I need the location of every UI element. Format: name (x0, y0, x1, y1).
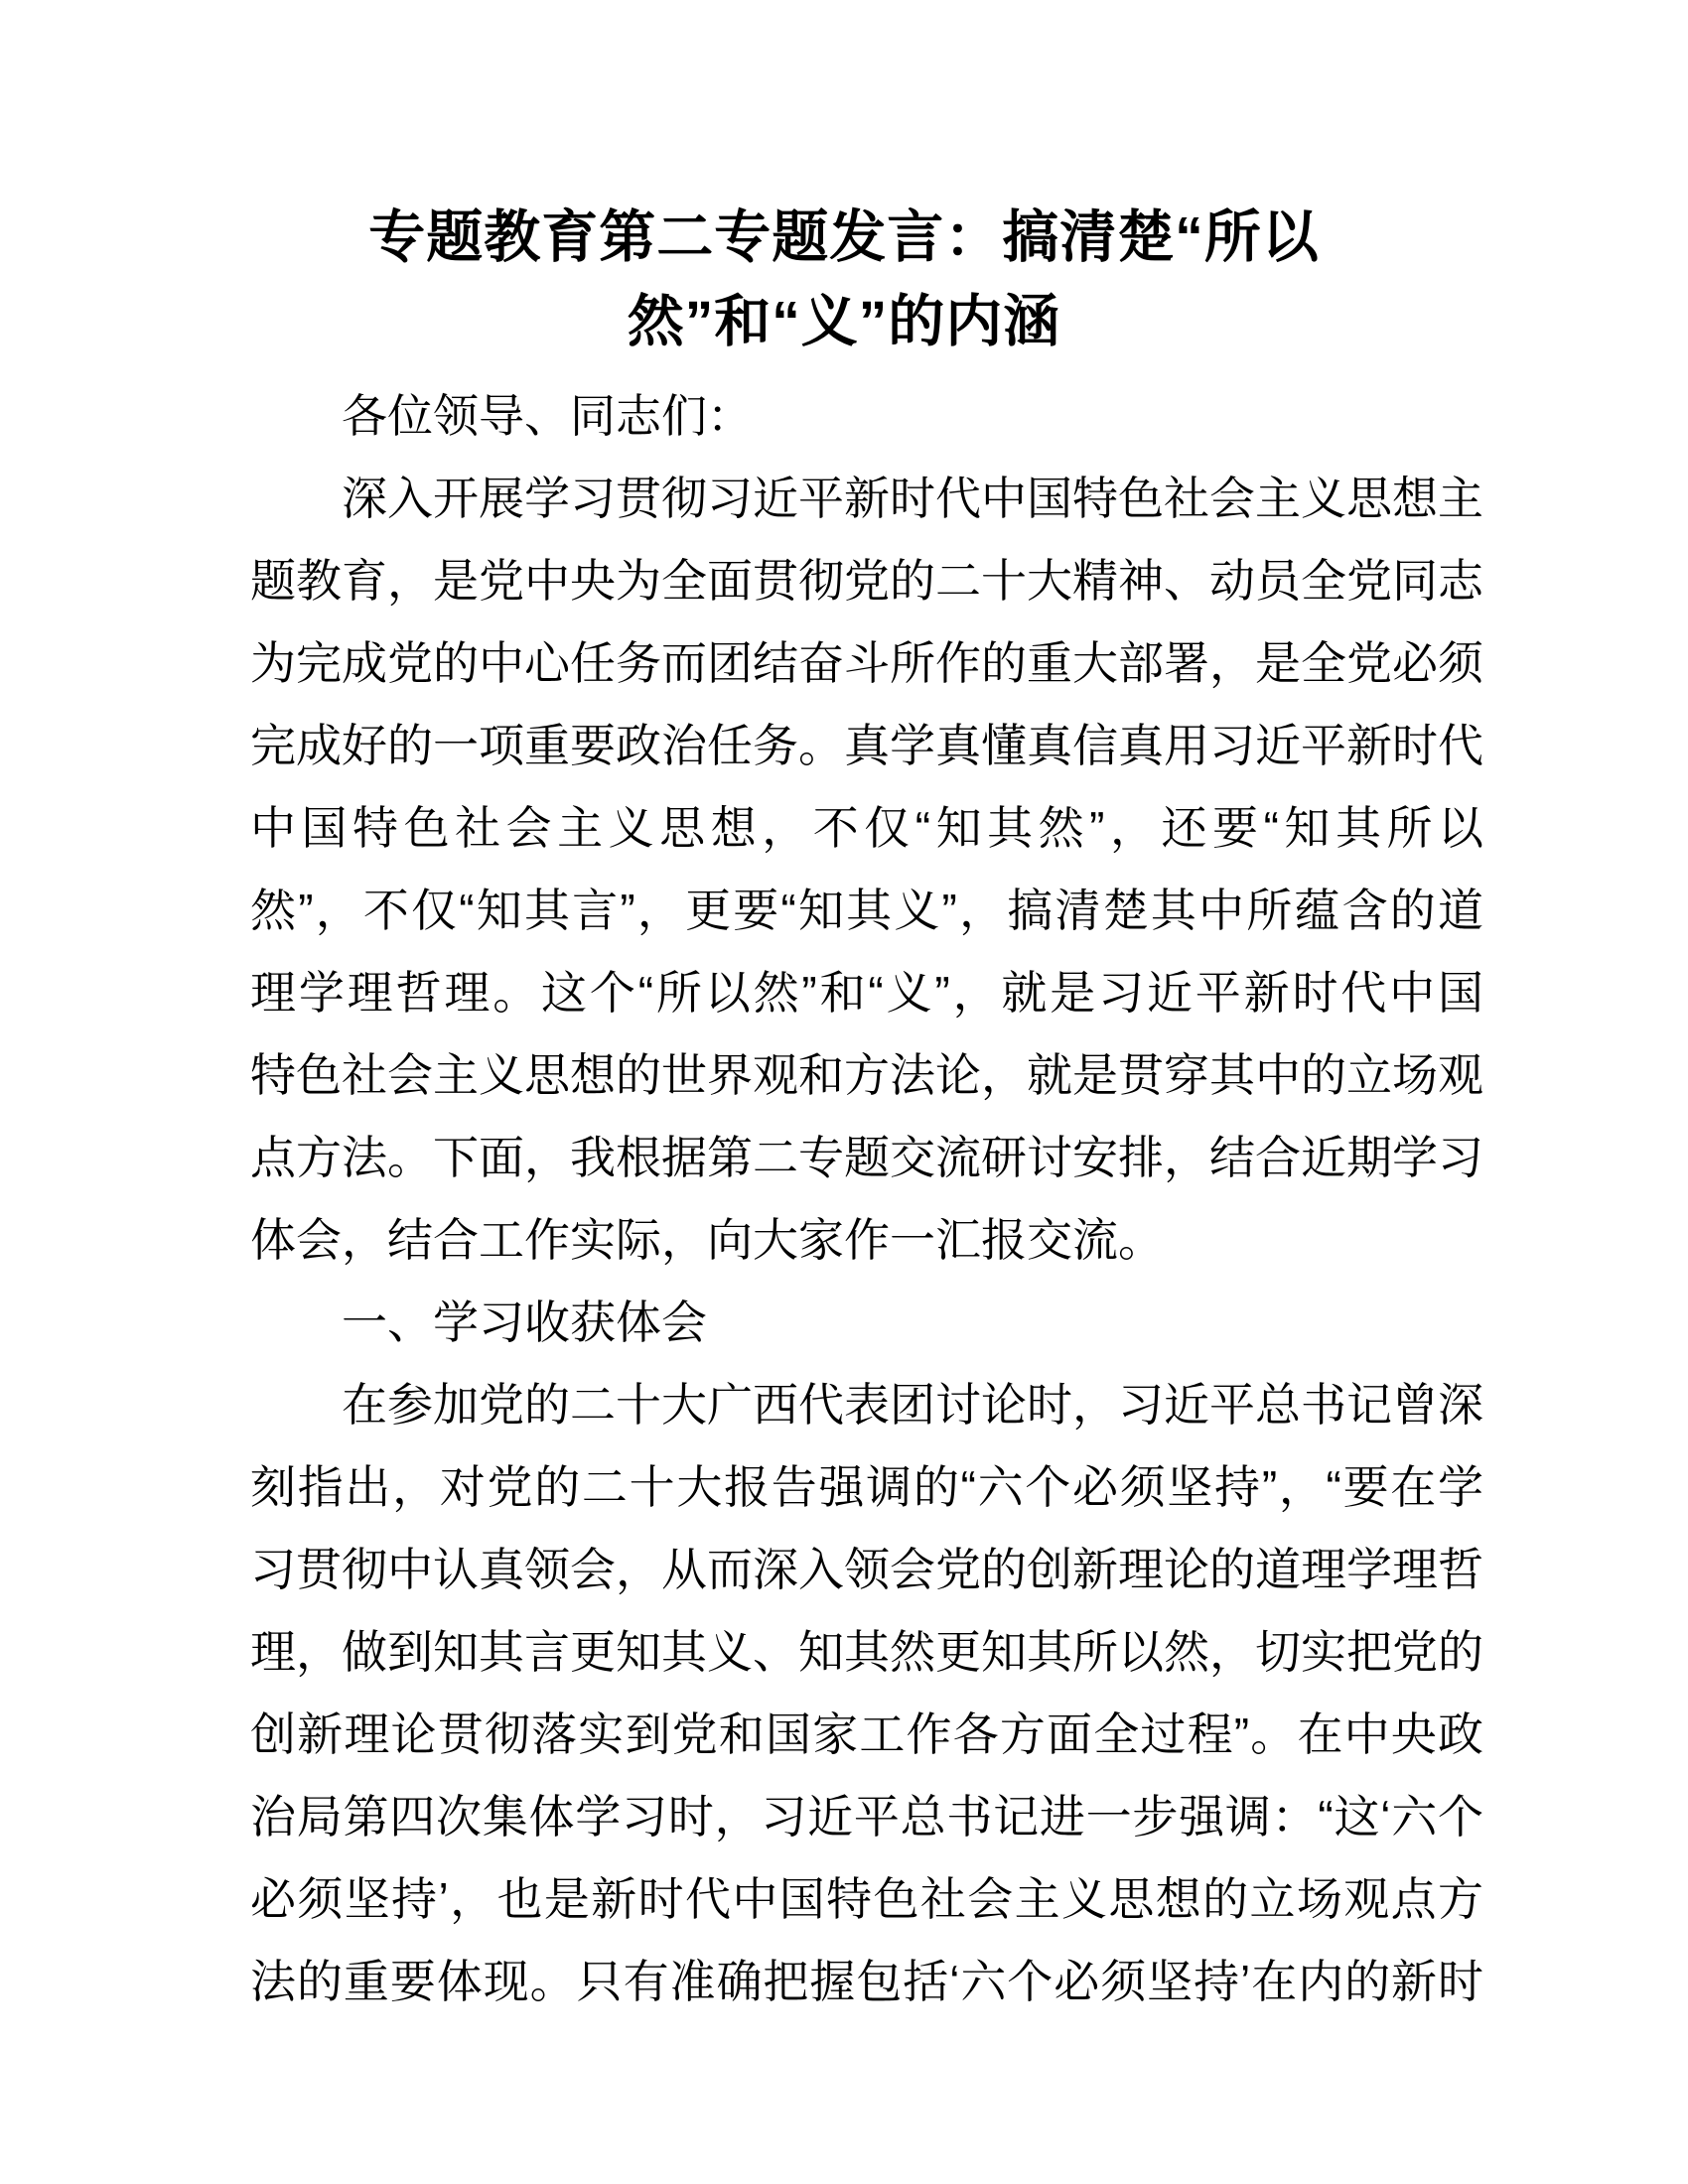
text-line: 体会，结合工作实际，向大家作一汇报交流。 (250, 1214, 1164, 1266)
text-line: 刻指出，对党的二十大报告强调的“六个必须坚持”，“要在学 (250, 1461, 1483, 1513)
text-line: 中国特色社会主义思想，不仅“知其然”，还要“知其所以 (250, 802, 1483, 854)
document-title (0, 196, 1688, 364)
text-line: 特色社会主义思想的世界观和方法论，就是贯穿其中的立场观 (250, 1049, 1483, 1101)
text-line: 点方法。下面，我根据第二专题交流研讨安排，结合近期学习 (250, 1132, 1483, 1183)
text-line: 创新理论贯彻落实到党和国家工作各方面全过程”。在中央政 (250, 1708, 1483, 1760)
text-line: 各位领导、同志们： (342, 390, 753, 442)
text-line: 在参加党的二十大广西代表团讨论时，习近平总书记曾深 (342, 1379, 1483, 1431)
text-line: 必须坚持’，也是新时代中国特色社会主义思想的立场观点方 (250, 1873, 1483, 1925)
text-line: 深入开展学习贯彻习近平新时代中国特色社会主义思想主 (342, 473, 1483, 524)
text-line: 理学理哲理。这个“所以然”和“义”，就是习近平新时代中国 (250, 967, 1483, 1019)
text-line: 法的重要体现。只有准确把握包括‘六个必须坚持’在内的新时 (250, 1956, 1483, 2007)
paragraph (250, 1364, 1483, 2023)
title-line: 专题教育第二专题发言：搞清楚“所以 (368, 205, 1320, 269)
text-line: 理，做到知其言更知其义、知其然更知其所以然，切实把党的 (250, 1626, 1483, 1678)
text-line: 一、学习收获体会 (342, 1297, 707, 1348)
paragraph (250, 458, 1483, 1282)
heading (250, 1282, 1483, 1364)
title-line: 然”和“义”的内涵 (627, 290, 1061, 353)
salutation (250, 375, 1483, 458)
text-line: 完成好的一项重要政治任务。真学真懂真信真用习近平新时代 (250, 720, 1483, 771)
document-body (250, 375, 1483, 2023)
text-line: 题教育，是党中央为全面贯彻党的二十大精神、动员全党同志 (250, 555, 1483, 607)
text-line: 治局第四次集体学习时，习近平总书记进一步强调：“这‘六个 (250, 1791, 1483, 1843)
text-line: 然”，不仅“知其言”，更要“知其义”，搞清楚其中所蕴含的道 (250, 885, 1483, 936)
text-line: 习贯彻中认真领会，从而深入领会党的创新理论的道理学理哲 (250, 1544, 1483, 1595)
text-line: 为完成党的中心任务而团结奋斗所作的重大部署，是全党必须 (250, 637, 1483, 689)
